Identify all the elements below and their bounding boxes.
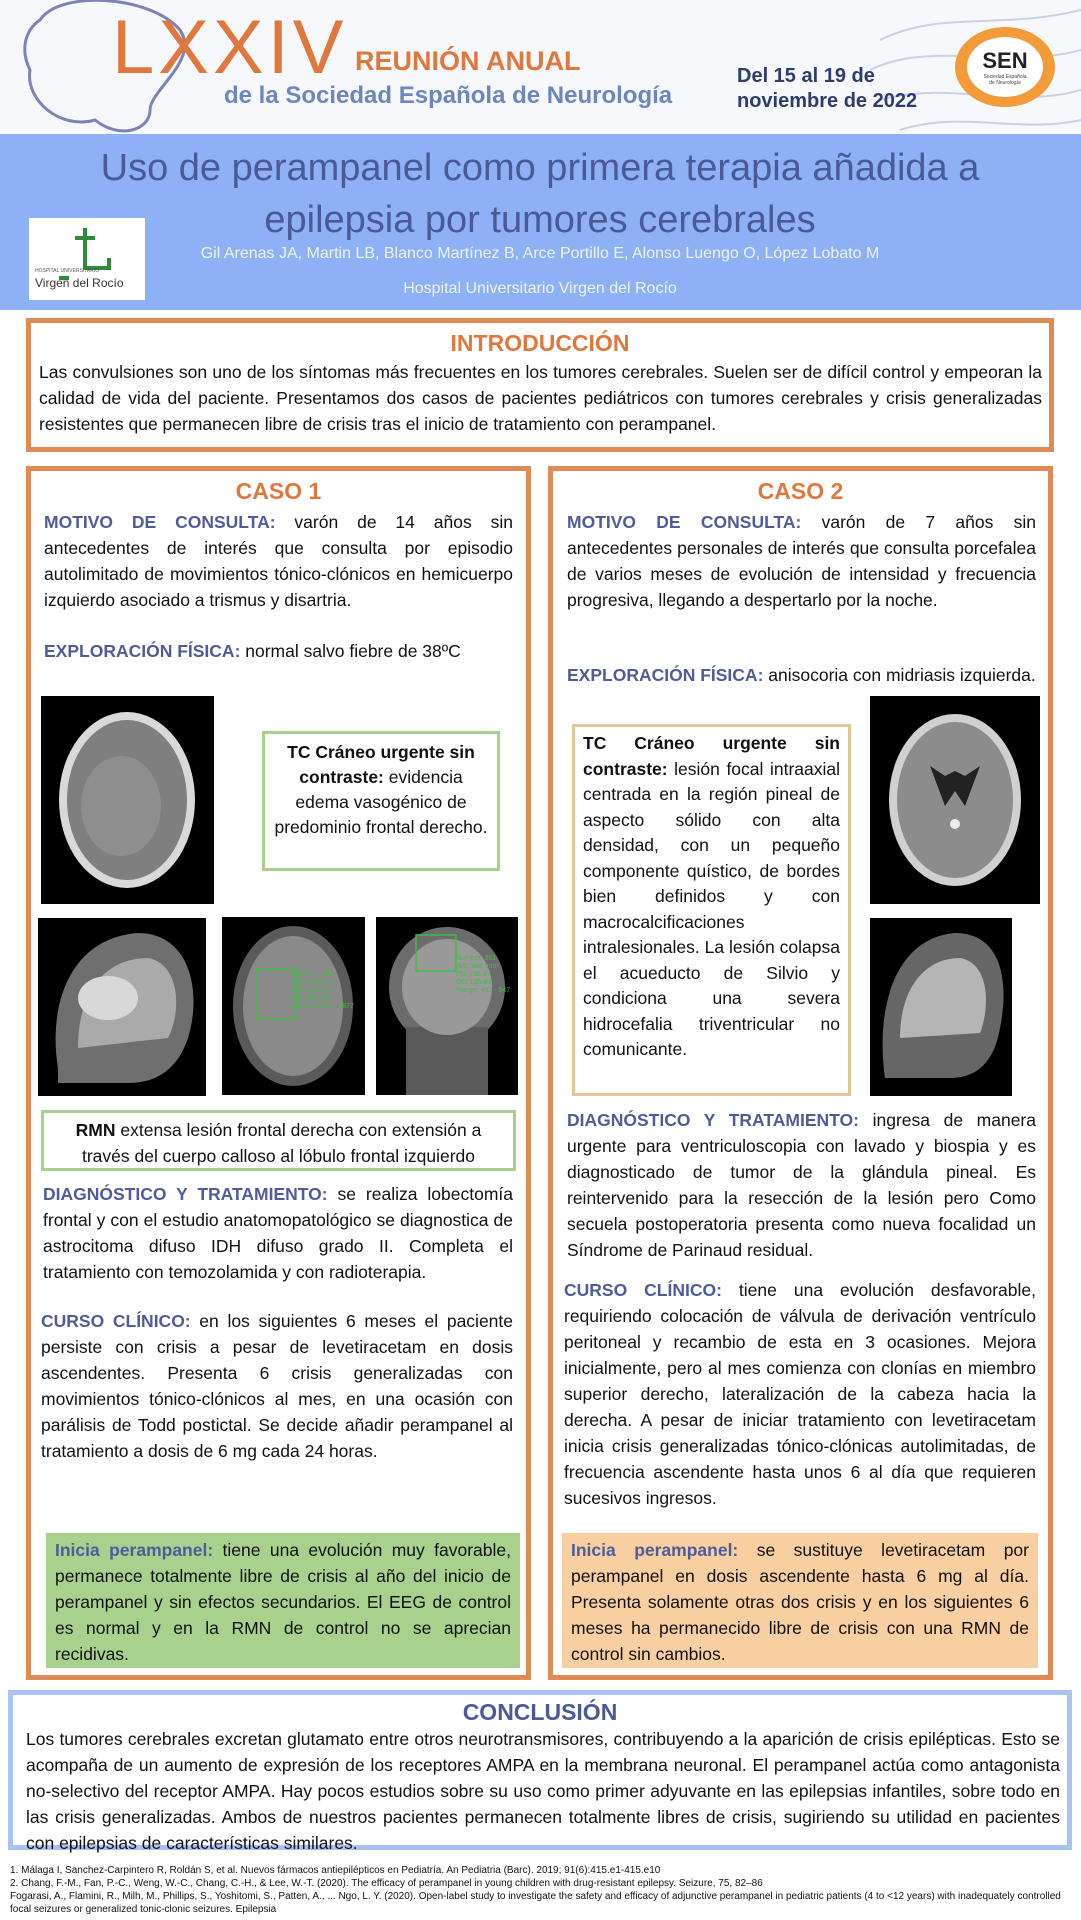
caso1-motivo-text: varón de 14 años sin antecedentes de interés que consulta por episodio autolimitado de movimientos tónico-clónicos en hemicuerpo izquierdo asociado a trismus y disartria. bbox=[44, 512, 513, 610]
caso1-title: CASO 1 bbox=[235, 478, 322, 504]
caso1-exploracion-label: EXPLORACIÓN FÍSICA: bbox=[44, 641, 241, 661]
caso2-diag-label: DIAGNÓSTICO Y TRATAMIENTO: bbox=[567, 1110, 859, 1130]
reference-item: 1. Málaga I, Sanchez-Carpintero R, Roldán S, et al. Nuevos fármacos antiepilépticos en Pediatría. An Pediatria (Barc). 2019; 91(6):415.e1-415.e10 bbox=[10, 1865, 661, 1876]
caso1-exploracion-text: normal salvo fiebre de 38ºC bbox=[240, 641, 461, 661]
conclusion-section bbox=[8, 1690, 1072, 1853]
sen-logo-text: SEN bbox=[982, 48, 1028, 73]
conclusion-text: Los tumores cerebrales excretan glutamato entre otros neurotransmisores, contribuyendo a la aparición de crisis epilépticas. Esto se acompaña de un aumento de expresión de los receptores AMPA en la membrana neuronal. El perampanel actúa como antagonista no-selectivo del receptor AMPA. Hay pocos estudios sobre su uso como primer adyuvante en las epilepsias infantiles, sobre todo en las crisis generalizadas. Ambos de nuestros pacientes permanecen totalmente libres de crisis, sugiriendo su utilidad en pacientes con epilepsias de características similares. bbox=[26, 1729, 1060, 1853]
caso1-tc-label: TC Cráneo urgente sin contraste: bbox=[287, 742, 475, 787]
caso2-inicia-label: Inicia perampanel: bbox=[571, 1540, 739, 1560]
caso1-curso bbox=[41, 1308, 513, 1464]
caso1-inicia-label: Inicia perampanel: bbox=[55, 1540, 214, 1560]
caso1-rmn-label: RMN bbox=[75, 1120, 116, 1140]
references bbox=[10, 1864, 1070, 1916]
caso1-mri-sagittal-image bbox=[38, 918, 206, 1096]
caso1-mri-coronal-label: Number: 951 A/S: 348 mm² PS: 736.47 DE: 135.49 Range: 452 - 947 bbox=[456, 955, 511, 994]
reference-item: 2. Chang, F.-M., Fan, P.-C., Weng, W.-C., Chang, C.-H., & Lee, W.-T. (2020). The efficacy of perampanel in young children with drug-resistant epilepsy. Seizure, 75, 82–86 bbox=[10, 1878, 763, 1889]
caso2-diagnostico bbox=[567, 1107, 1036, 1263]
caso1-motivo-label: MOTIVO DE CONSULTA: bbox=[44, 512, 276, 532]
caso1-exploracion bbox=[44, 638, 513, 664]
caso2-motivo-label: MOTIVO DE CONSULTA: bbox=[567, 512, 802, 532]
caso1-curso-label: CURSO CLÍNICO: bbox=[41, 1311, 191, 1331]
intro-section bbox=[26, 318, 1054, 452]
caso1-mri-axial-label: Number: 951 A/S: 1420 mm² PS: 1473.43 DE: 332.78 Range: 1394 - 1877 bbox=[292, 971, 354, 1010]
hospital-logo bbox=[29, 218, 145, 300]
caso2-exploracion bbox=[567, 662, 1036, 688]
caso2-exploracion-text: anisocoria con midriasis izquierda. bbox=[763, 665, 1036, 685]
congress-reunion: REUNIÓN ANUAL bbox=[355, 46, 581, 76]
caso2-motivo-text: varón de 7 años sin antecedentes personales de interés que consulta porcefalea de varios meses de evolución de intensidad y frecuencia progresiva, llegando a despertarlo por la noche. bbox=[567, 512, 1036, 610]
hospital-logo-small: HOSPITAL UNIVERSITARIO bbox=[35, 268, 100, 274]
caso1-diagnostico bbox=[43, 1181, 513, 1285]
caso2-diag-text: ingresa de manera urgente para ventriculoscopia con lavado y biospia y es diagnosticado de tumor de la glándula pineal. Es reintervenido para la resección de la lesión pero Como secuela postoperatoria presenta como nueva focalidad un Síndrome de Parinaud residual. bbox=[567, 1110, 1036, 1260]
caso2-tc-text: lesión focal intraaxial centrada en la región pineal de aspecto sólido con alta densidad, con un pequeño componente quístico, de bordes bien definidos y con macrocalcificaciones intralesionales. La lesión colapsa el acueducto de Silvio y condiciona una severa hidrocefalia triventricular no comunicante. bbox=[583, 758, 840, 1059]
congress-number: LXXIV bbox=[112, 5, 348, 90]
reference-item: Fogarasi, A., Flamini, R., Milh, M., Phillips, S., Yoshitomi, S., Patten, A., ... Ngo, L. Y. (2020). Open-label study to investigate the safety and efficacy of adjunctive perampanel in pediatric patients (4 to <12 years) with inadequately controlled focal seizures or generalized tonic-clonic seizures. Epilepsia bbox=[10, 1891, 1061, 1915]
intro-title: INTRODUCCIÓN bbox=[450, 330, 630, 356]
caso1-mri-coronal-image bbox=[376, 917, 518, 1095]
authors: Gil Arenas JA, Martin LB, Blanco Martínez B, Arce Portillo E, Alonso Luengo O, López Lobato M bbox=[200, 245, 880, 262]
caso2-tc-label: TC Cráneo urgente sin contraste: bbox=[583, 733, 840, 779]
intro-text: Las convulsiones son uno de los síntomas más frecuentes en los tumores cerebrales. Suelen ser de difícil control y empeoran la calidad de vida del paciente. Presentamos dos casos de pacientes pediátricos con tumores cerebrales y crisis generalizadas resistentes que permanecen libre de crisis tras el inicio de tratamiento con perampanel. bbox=[39, 362, 1042, 434]
caso2-mri-sagittal-image bbox=[870, 918, 1012, 1096]
caso2-title: CASO 2 bbox=[757, 478, 844, 504]
caso1-inicia-text: tiene una evolución muy favorable, permanece totalmente libre de crisis al año del inicio de perampanel y sin efectos secundarios. El EEG de control es normal y en la RMN de control no se aprecian recidivas. bbox=[55, 1540, 511, 1664]
caso1-ct-axial-image bbox=[41, 696, 214, 904]
hospital-name: Hospital Universitario Virgen del Rocío bbox=[403, 280, 677, 297]
caso1-tc-text: evidencia edema vasogénico de predominio frontal derecho. bbox=[274, 767, 488, 837]
caso2-curso-label: CURSO CLÍNICO: bbox=[564, 1280, 722, 1300]
caso2-inicia-text: se sustituye levetiracetam por perampanel en dosis ascendente hasta 6 mg al día. Presenta solamente otras dos crisis y en los siguientes 6 meses ha permanecido libre de crisis con una RMN de control sin cambios. bbox=[571, 1540, 1029, 1664]
caso1-mri-axial-image bbox=[222, 917, 365, 1095]
caso1-inicia-box bbox=[46, 1533, 520, 1668]
caso1-diag-label: DIAGNÓSTICO Y TRATAMIENTO: bbox=[43, 1184, 328, 1204]
caso2-inicia-box bbox=[562, 1533, 1038, 1668]
caso1-rmn-box bbox=[41, 1110, 516, 1171]
poster-title: Uso de perampanel como primera terapia añadida a epilepsia por tumores cerebrales bbox=[100, 147, 980, 241]
caso2-ct-axial-image bbox=[870, 696, 1040, 904]
congress-header bbox=[0, 0, 1081, 134]
conclusion-title: CONCLUSIÓN bbox=[462, 1699, 618, 1725]
caso2-motivo bbox=[567, 509, 1036, 613]
caso2-tc-box bbox=[572, 724, 851, 1096]
sen-logo bbox=[950, 22, 1060, 112]
caso2-exploracion-label: EXPLORACIÓN FÍSICA: bbox=[567, 665, 764, 685]
caso1-diag-text: se realiza lobectomía frontal y con el estudio anatomopatológico se diagnostica de astrocitoma difuso IDH difuso grado II. Completa el tratamiento con temozolamida y con radioterapia. bbox=[43, 1184, 513, 1282]
congress-society: de la Sociedad Española de Neurología bbox=[224, 82, 673, 109]
hospital-logo-name: Virgen del Rocío bbox=[35, 276, 124, 290]
caso1-rmn-text: extensa lesión frontal derecha con extensión a través del cuerpo calloso al lóbulo frontal izquierdo bbox=[81, 1120, 482, 1166]
congress-dates: Del 15 al 19 de noviembre de 2022 bbox=[737, 65, 918, 112]
caso1-tc-box bbox=[262, 731, 500, 871]
caso1-motivo bbox=[44, 509, 513, 613]
sen-logo-subtext: Sociedad Española de Neurología bbox=[983, 74, 1027, 86]
caso1-curso-text: en los siguientes 6 meses el paciente persiste con crisis a pesar de levetiracetam en dosis ascendentes. Presenta 6 crisis generalizadas con movimientos tónico-clónicos al mes, en una ocasión con parálisis de Todd postictal. Se decide añadir perampanel al tratamiento a dosis de 6 mg cada 24 horas. bbox=[41, 1311, 514, 1461]
caso2-curso bbox=[564, 1277, 1036, 1511]
caso2-curso-text: tiene una evolución desfavorable, requiriendo colocación de válvula de derivación ventrículo peritoneal y recambio de esta en 3 ocasiones. Mejora inicialmente, pero al mes comienza con clonías en miembro superior derecho, lateralización de la cabeza hacia la derecha. A pesar de iniciar tratamiento con levetiracetam inicia crisis generalizadas tónico-clónicas autolimitadas, de frecuencia ascendente hasta unos 6 al día que requieren sucesivos ingresos. bbox=[564, 1280, 1037, 1508]
